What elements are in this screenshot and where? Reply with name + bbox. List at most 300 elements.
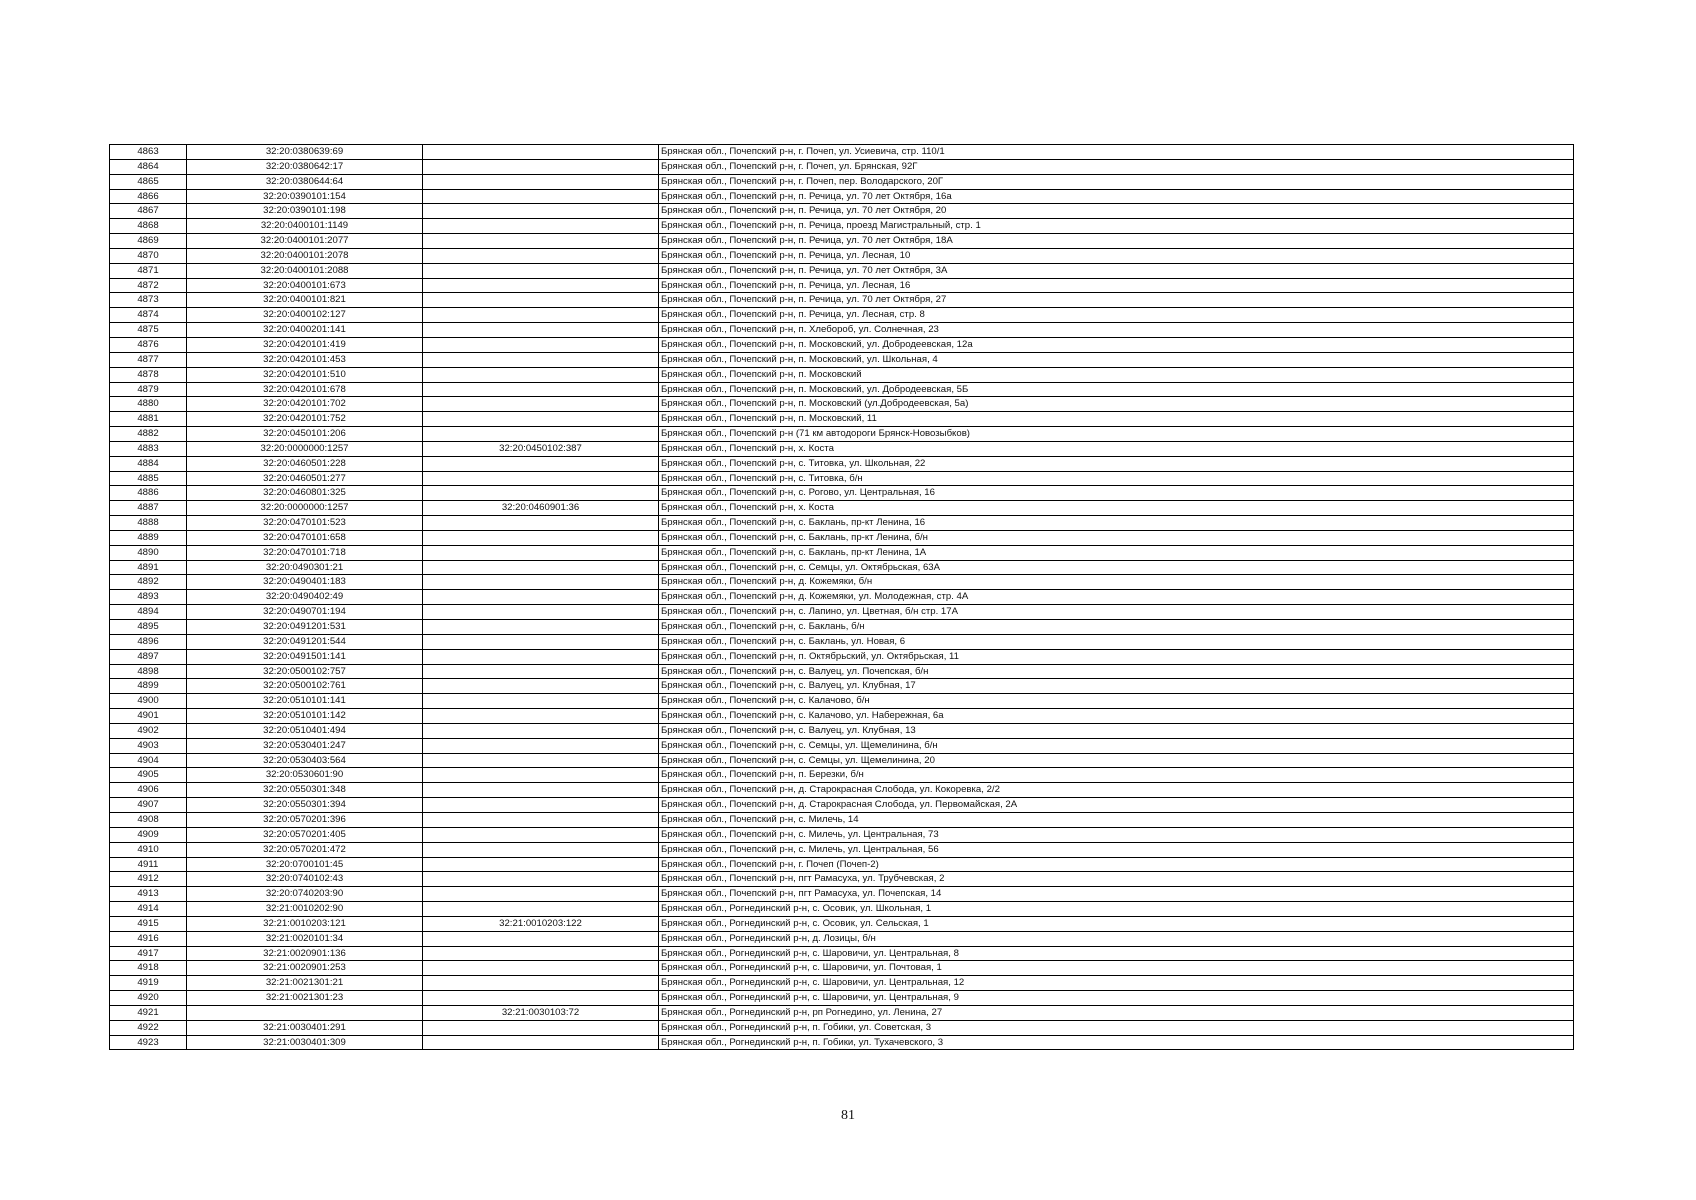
address-cell: Брянская обл., Почепский р-н, с. Баклань, б/н [659,620,1574,635]
table-row [110,530,1574,545]
related-cadastral-number-cell: 32:21:0030103:72 [423,1005,659,1020]
table-row [110,441,1574,456]
address-cell: Брянская обл., Почепский р-н, с. Семцы, ул. Октябрьская, 63А [659,560,1574,575]
table-row [110,501,1574,516]
row-number-cell: 4888 [110,516,187,531]
address-cell: Брянская обл., Почепский р-н (71 км автодороги Брянск-Новозыбков) [659,427,1574,442]
address-cell: Брянская обл., Почепский р-н, п. Октябрьский, ул. Октябрьская, 11 [659,649,1574,664]
address-cell: Брянская обл., Почепский р-н, д. Старокрасная Слобода, ул. Кокоревка, 2/2 [659,783,1574,798]
address-cell: Брянская обл., Почепский р-н, с. Валуец, ул. Клубная, 13 [659,723,1574,738]
table-row [110,872,1574,887]
related-cadastral-number-cell [423,382,659,397]
table-row [110,827,1574,842]
related-cadastral-number-cell [423,263,659,278]
address-cell: Брянская обл., Почепский р-н, д. Старокрасная Слобода, ул. Первомайская, 2А [659,798,1574,813]
table-row [110,145,1574,160]
row-number-cell: 4898 [110,664,187,679]
related-cadastral-number-cell [423,887,659,902]
cadastral-number-cell: 32:20:0500102:761 [187,679,423,694]
cadastral-number-cell: 32:20:0420101:702 [187,397,423,412]
cadastral-number-cell: 32:20:0390101:154 [187,189,423,204]
table-row [110,367,1574,382]
row-number-cell: 4873 [110,293,187,308]
table-row [110,961,1574,976]
row-number-cell: 4899 [110,679,187,694]
address-cell: Брянская обл., Почепский р-н, пгт Рамасуха, ул. Почепская, 14 [659,887,1574,902]
related-cadastral-number-cell [423,204,659,219]
address-cell: Брянская обл., Рогнединский р-н, с. Шаровичи, ул. Центральная, 8 [659,946,1574,961]
address-cell: Брянская обл., Рогнединский р-н, с. Шаровичи, ул. Центральная, 12 [659,976,1574,991]
table-row [110,337,1574,352]
related-cadastral-number-cell [423,352,659,367]
row-number-cell: 4867 [110,204,187,219]
table-row [110,812,1574,827]
row-number-cell: 4868 [110,219,187,234]
table-row [110,798,1574,813]
row-number-cell: 4890 [110,545,187,560]
row-number-cell: 4878 [110,367,187,382]
cadastral-number-cell: 32:20:0510401:494 [187,723,423,738]
row-number-cell: 4918 [110,961,187,976]
row-number-cell: 4881 [110,412,187,427]
related-cadastral-number-cell [423,174,659,189]
cadastral-number-cell: 32:20:0700101:45 [187,857,423,872]
table-row [110,248,1574,263]
row-number-cell: 4886 [110,486,187,501]
address-cell: Брянская обл., Почепский р-н, п. Московский, ул. Добродеевская, 5Б [659,382,1574,397]
related-cadastral-number-cell [423,145,659,160]
table-body [110,145,1574,1050]
cadastral-number-cell: 32:20:0470101:658 [187,530,423,545]
row-number-cell: 4903 [110,738,187,753]
row-number-cell: 4885 [110,471,187,486]
table-row [110,723,1574,738]
cadastral-number-cell: 32:20:0000000:1257 [187,441,423,456]
table-row [110,427,1574,442]
related-cadastral-number-cell [423,248,659,263]
address-cell: Брянская обл., Рогнединский р-н, рп Рогнедино, ул. Ленина, 27 [659,1005,1574,1020]
address-cell: Брянская обл., Почепский р-н, п. Московский, 11 [659,412,1574,427]
cadastral-number-cell: 32:20:0460501:228 [187,456,423,471]
address-cell: Брянская обл., Почепский р-н, с. Милечь, ул. Центральная, 73 [659,827,1574,842]
related-cadastral-number-cell [423,738,659,753]
cadastral-number-cell: 32:20:0490301:21 [187,560,423,575]
row-number-cell: 4882 [110,427,187,442]
related-cadastral-number-cell [423,694,659,709]
address-cell: Брянская обл., Почепский р-н, д. Кожемяки, ул. Молодежная, стр. 4А [659,590,1574,605]
table-row [110,382,1574,397]
table-row [110,278,1574,293]
address-cell: Брянская обл., Почепский р-н, с. Валуец, ул. Клубная, 17 [659,679,1574,694]
row-number-cell: 4865 [110,174,187,189]
table-row [110,308,1574,323]
row-number-cell: 4895 [110,620,187,635]
cadastral-number-cell: 32:20:0400101:2088 [187,263,423,278]
row-number-cell: 4897 [110,649,187,664]
related-cadastral-number-cell: 32:20:0450102:387 [423,441,659,456]
cadastral-number-cell: 32:20:0491201:531 [187,620,423,635]
address-cell: Брянская обл., Рогнединский р-н, с. Шаровичи, ул. Центральная, 9 [659,991,1574,1006]
address-cell: Брянская обл., Почепский р-н, с. Рогово, ул. Центральная, 16 [659,486,1574,501]
cadastral-number-cell: 32:20:0570201:396 [187,812,423,827]
address-cell: Брянская обл., Рогнединский р-н, с. Осовик, ул. Школьная, 1 [659,902,1574,917]
table-row [110,456,1574,471]
related-cadastral-number-cell [423,709,659,724]
related-cadastral-number-cell [423,620,659,635]
related-cadastral-number-cell [423,337,659,352]
table-row [110,234,1574,249]
address-cell: Брянская обл., Почепский р-н, п. Речица, ул. Лесная, стр. 8 [659,308,1574,323]
cadastral-number-cell: 32:20:0400101:2077 [187,234,423,249]
cadastral-number-cell: 32:21:0030401:291 [187,1020,423,1035]
row-number-cell: 4921 [110,1005,187,1020]
cadastral-number-cell: 32:20:0400101:673 [187,278,423,293]
address-cell: Брянская обл., Почепский р-н, п. Речица, ул. Лесная, 10 [659,248,1574,263]
table-row [110,709,1574,724]
row-number-cell: 4920 [110,991,187,1006]
row-number-cell: 4915 [110,916,187,931]
related-cadastral-number-cell [423,278,659,293]
row-number-cell: 4864 [110,159,187,174]
related-cadastral-number-cell [423,1035,659,1050]
table-row [110,902,1574,917]
related-cadastral-number-cell [423,827,659,842]
page-number: 81 [841,1108,855,1123]
row-number-cell: 4889 [110,530,187,545]
row-number-cell: 4900 [110,694,187,709]
row-number-cell: 4891 [110,560,187,575]
address-cell: Брянская обл., Почепский р-н, с. Баклань, пр-кт Ленина, 16 [659,516,1574,531]
cadastral-number-cell: 32:20:0570201:405 [187,827,423,842]
row-number-cell: 4887 [110,501,187,516]
cadastral-number-cell: 32:20:0510101:141 [187,694,423,709]
table-row [110,575,1574,590]
related-cadastral-number-cell [423,872,659,887]
cadastral-number-cell: 32:21:0021301:23 [187,991,423,1006]
related-cadastral-number-cell [423,679,659,694]
table-row [110,293,1574,308]
table-row [110,649,1574,664]
cadastral-number-cell: 32:20:0530401:247 [187,738,423,753]
table-row [110,1020,1574,1035]
address-cell: Брянская обл., Почепский р-н, с. Милечь, 14 [659,812,1574,827]
address-cell: Брянская обл., Почепский р-н, с. Семцы, ул. Щемелинина, 20 [659,753,1574,768]
cadastral-number-cell: 32:20:0470101:523 [187,516,423,531]
related-cadastral-number-cell [423,397,659,412]
related-cadastral-number-cell [423,857,659,872]
related-cadastral-number-cell [423,545,659,560]
related-cadastral-number-cell [423,976,659,991]
table-row [110,634,1574,649]
cadastral-number-cell: 32:20:0400101:821 [187,293,423,308]
related-cadastral-number-cell [423,723,659,738]
cadastral-number-cell: 32:20:0000000:1257 [187,501,423,516]
table-row [110,768,1574,783]
related-cadastral-number-cell [423,753,659,768]
row-number-cell: 4914 [110,902,187,917]
cadastral-number-cell: 32:20:0740102:43 [187,872,423,887]
address-cell: Брянская обл., Почепский р-н, п. Речица, ул. 70 лет Октября, 3А [659,263,1574,278]
cadastral-number-cell: 32:21:0020101:34 [187,931,423,946]
table-row [110,991,1574,1006]
table-row [110,1005,1574,1020]
cadastral-number-cell: 32:20:0550301:394 [187,798,423,813]
row-number-cell: 4913 [110,887,187,902]
table-row [110,219,1574,234]
cadastral-number-cell: 32:20:0500102:757 [187,664,423,679]
cadastral-number-cell [187,1005,423,1020]
related-cadastral-number-cell [423,842,659,857]
related-cadastral-number-cell [423,961,659,976]
cadastral-number-cell: 32:20:0460501:277 [187,471,423,486]
cadastral-number-cell: 32:20:0491501:141 [187,649,423,664]
table-row [110,664,1574,679]
address-cell: Брянская обл., Почепский р-н, п. Московский (ул.Добродеевская, 5а) [659,397,1574,412]
row-number-cell: 4919 [110,976,187,991]
table-row [110,738,1574,753]
address-cell: Брянская обл., Почепский р-н, с. Семцы, ул. Щемелинина, б/н [659,738,1574,753]
row-number-cell: 4874 [110,308,187,323]
address-cell: Брянская обл., Почепский р-н, с. Валуец, ул. Почепская, б/н [659,664,1574,679]
cadastral-number-cell: 32:21:0010202:90 [187,902,423,917]
related-cadastral-number-cell [423,649,659,664]
table-row [110,590,1574,605]
cadastral-number-cell: 32:20:0490401:183 [187,575,423,590]
address-cell: Брянская обл., Почепский р-н, с. Баклань, пр-кт Ленина, б/н [659,530,1574,545]
related-cadastral-number-cell [423,293,659,308]
table-row [110,946,1574,961]
address-cell: Брянская обл., Почепский р-н, д. Кожемяки, б/н [659,575,1574,590]
table-row [110,605,1574,620]
related-cadastral-number-cell [423,664,659,679]
row-number-cell: 4877 [110,352,187,367]
cadastral-number-cell: 32:20:0460801:325 [187,486,423,501]
address-cell: Брянская обл., Рогнединский р-н, с. Осовик, ул. Сельская, 1 [659,916,1574,931]
row-number-cell: 4883 [110,441,187,456]
row-number-cell: 4870 [110,248,187,263]
row-number-cell: 4871 [110,263,187,278]
related-cadastral-number-cell [423,590,659,605]
related-cadastral-number-cell [423,367,659,382]
address-cell: Брянская обл., Почепский р-н, п. Речица, проезд Магистральный, стр. 1 [659,219,1574,234]
table-row [110,916,1574,931]
address-cell: Брянская обл., Рогнединский р-н, д. Лозицы, б/н [659,931,1574,946]
cadastral-number-cell: 32:20:0470101:718 [187,545,423,560]
address-cell: Брянская обл., Почепский р-н, г. Почеп (Почеп-2) [659,857,1574,872]
table-row [110,783,1574,798]
related-cadastral-number-cell [423,575,659,590]
table-row [110,545,1574,560]
table-row [110,753,1574,768]
table-row [110,323,1574,338]
related-cadastral-number-cell [423,946,659,961]
cadastral-number-cell: 32:20:0530403:564 [187,753,423,768]
related-cadastral-number-cell [423,768,659,783]
table-row [110,189,1574,204]
row-number-cell: 4893 [110,590,187,605]
table-row [110,471,1574,486]
address-cell: Брянская обл., Почепский р-н, с. Баклань, пр-кт Ленина, 1А [659,545,1574,560]
related-cadastral-number-cell [423,189,659,204]
related-cadastral-number-cell [423,159,659,174]
cadastral-number-cell: 32:20:0380642:17 [187,159,423,174]
cadastral-number-cell: 32:20:0400102:127 [187,308,423,323]
row-number-cell: 4892 [110,575,187,590]
row-number-cell: 4911 [110,857,187,872]
related-cadastral-number-cell [423,560,659,575]
address-cell: Брянская обл., Почепский р-н, п. Речица, ул. Лесная, 16 [659,278,1574,293]
cadastral-number-cell: 32:20:0420101:453 [187,352,423,367]
row-number-cell: 4879 [110,382,187,397]
cadastral-number-cell: 32:21:0021301:21 [187,976,423,991]
related-cadastral-number-cell [423,471,659,486]
cadastral-number-cell: 32:20:0420101:510 [187,367,423,382]
address-cell: Брянская обл., Почепский р-н, пгт Рамасуха, ул. Трубчевская, 2 [659,872,1574,887]
address-cell: Брянская обл., Почепский р-н, с. Милечь, ул. Центральная, 56 [659,842,1574,857]
row-number-cell: 4916 [110,931,187,946]
cadastral-number-cell: 32:20:0490701:194 [187,605,423,620]
table-row [110,412,1574,427]
row-number-cell: 4880 [110,397,187,412]
row-number-cell: 4907 [110,798,187,813]
row-number-cell: 4894 [110,605,187,620]
related-cadastral-number-cell [423,427,659,442]
address-cell: Брянская обл., Рогнединский р-н, с. Шаровичи, ул. Почтовая, 1 [659,961,1574,976]
related-cadastral-number-cell [423,219,659,234]
address-cell: Брянская обл., Почепский р-н, г. Почеп, ул. Усиевича, стр. 110/1 [659,145,1574,160]
related-cadastral-number-cell [423,1020,659,1035]
cadastral-number-cell: 32:20:0420101:419 [187,337,423,352]
related-cadastral-number-cell [423,931,659,946]
cadastral-number-cell: 32:21:0020901:253 [187,961,423,976]
address-cell: Брянская обл., Почепский р-н, п. Речица, ул. 70 лет Октября, 18А [659,234,1574,249]
cadastral-number-cell: 32:21:0010203:121 [187,916,423,931]
row-number-cell: 4869 [110,234,187,249]
row-number-cell: 4904 [110,753,187,768]
cadastral-number-cell: 32:20:0491201:544 [187,634,423,649]
table-row [110,931,1574,946]
cadastral-number-cell: 32:20:0570201:472 [187,842,423,857]
address-cell: Брянская обл., Почепский р-н, г. Почеп, пер. Володарского, 20Г [659,174,1574,189]
table-row [110,204,1574,219]
row-number-cell: 4901 [110,709,187,724]
cadastral-number-cell: 32:20:0380644:64 [187,174,423,189]
table-row [110,1035,1574,1050]
table-row [110,159,1574,174]
address-cell: Брянская обл., Почепский р-н, п. Московский, ул. Школьная, 4 [659,352,1574,367]
related-cadastral-number-cell [423,516,659,531]
row-number-cell: 4866 [110,189,187,204]
address-cell: Брянская обл., Почепский р-н, с. Титовка, ул. Школьная, 22 [659,456,1574,471]
row-number-cell: 4872 [110,278,187,293]
address-cell: Брянская обл., Почепский р-н, п. Московский, ул. Добродеевская, 12а [659,337,1574,352]
address-cell: Брянская обл., Почепский р-н, с. Баклань, ул. Новая, 6 [659,634,1574,649]
related-cadastral-number-cell [423,634,659,649]
cadastral-number-cell: 32:20:0550301:348 [187,783,423,798]
address-cell: Брянская обл., Почепский р-н, х. Коста [659,501,1574,516]
row-number-cell: 4922 [110,1020,187,1035]
row-number-cell: 4896 [110,634,187,649]
address-cell: Брянская обл., Почепский р-н, п. Московский [659,367,1574,382]
table-row [110,620,1574,635]
table-row [110,679,1574,694]
table-row [110,887,1574,902]
cadastral-number-cell: 32:20:0390101:198 [187,204,423,219]
address-cell: Брянская обл., Почепский р-н, п. Речица, ул. 70 лет Октября, 20 [659,204,1574,219]
address-cell: Брянская обл., Почепский р-н, п. Березки, б/н [659,768,1574,783]
address-cell: Брянская обл., Почепский р-н, п. Речица, ул. 70 лет Октября, 27 [659,293,1574,308]
row-number-cell: 4863 [110,145,187,160]
row-number-cell: 4908 [110,812,187,827]
cadastral-number-cell: 32:20:0400201:141 [187,323,423,338]
table-row [110,516,1574,531]
table-row [110,263,1574,278]
related-cadastral-number-cell [423,605,659,620]
related-cadastral-number-cell [423,902,659,917]
cadastral-number-cell: 32:20:0400101:2078 [187,248,423,263]
table-row [110,857,1574,872]
cadastral-number-cell: 32:20:0420101:752 [187,412,423,427]
row-number-cell: 4923 [110,1035,187,1050]
cadastral-number-cell: 32:21:0020901:136 [187,946,423,961]
address-cell: Брянская обл., Почепский р-н, п. Речица, ул. 70 лет Октября, 16а [659,189,1574,204]
related-cadastral-number-cell [423,486,659,501]
address-cell: Брянская обл., Почепский р-н, х. Коста [659,441,1574,456]
cadastral-number-cell: 32:20:0450101:206 [187,427,423,442]
related-cadastral-number-cell [423,234,659,249]
table-row [110,976,1574,991]
related-cadastral-number-cell [423,991,659,1006]
cadastral-number-cell: 32:20:0510101:142 [187,709,423,724]
cadastral-number-cell: 32:20:0400101:1149 [187,219,423,234]
related-cadastral-number-cell [423,530,659,545]
row-number-cell: 4917 [110,946,187,961]
property-register-table [109,144,1574,1050]
address-cell: Брянская обл., Почепский р-н, с. Лапино, ул. Цветная, б/н стр. 17А [659,605,1574,620]
cadastral-number-cell: 32:21:0030401:309 [187,1035,423,1050]
row-number-cell: 4909 [110,827,187,842]
row-number-cell: 4906 [110,783,187,798]
row-number-cell: 4912 [110,872,187,887]
row-number-cell: 4876 [110,337,187,352]
related-cadastral-number-cell: 32:20:0460901:36 [423,501,659,516]
cadastral-number-cell: 32:20:0740203:90 [187,887,423,902]
table-row [110,352,1574,367]
related-cadastral-number-cell [423,783,659,798]
address-cell: Брянская обл., Почепский р-н, с. Калачово, ул. Набережная, 6а [659,709,1574,724]
address-cell: Брянская обл., Почепский р-н, п. Хлебороб, ул. Солнечная, 23 [659,323,1574,338]
related-cadastral-number-cell: 32:21:0010203:122 [423,916,659,931]
related-cadastral-number-cell [423,308,659,323]
table-row [110,694,1574,709]
address-cell: Брянская обл., Рогнединский р-н, п. Гобики, ул. Тухачевского, 3 [659,1035,1574,1050]
cadastral-number-cell: 32:20:0380639:69 [187,145,423,160]
related-cadastral-number-cell [423,323,659,338]
address-cell: Брянская обл., Почепский р-н, с. Калачово, б/н [659,694,1574,709]
row-number-cell: 4875 [110,323,187,338]
table-row [110,486,1574,501]
table-row [110,397,1574,412]
row-number-cell: 4884 [110,456,187,471]
related-cadastral-number-cell [423,412,659,427]
table-row [110,842,1574,857]
row-number-cell: 4905 [110,768,187,783]
table-row [110,174,1574,189]
row-number-cell: 4902 [110,723,187,738]
address-cell: Брянская обл., Рогнединский р-н, п. Гобики, ул. Советская, 3 [659,1020,1574,1035]
cadastral-number-cell: 32:20:0530601:90 [187,768,423,783]
cadastral-number-cell: 32:20:0420101:678 [187,382,423,397]
